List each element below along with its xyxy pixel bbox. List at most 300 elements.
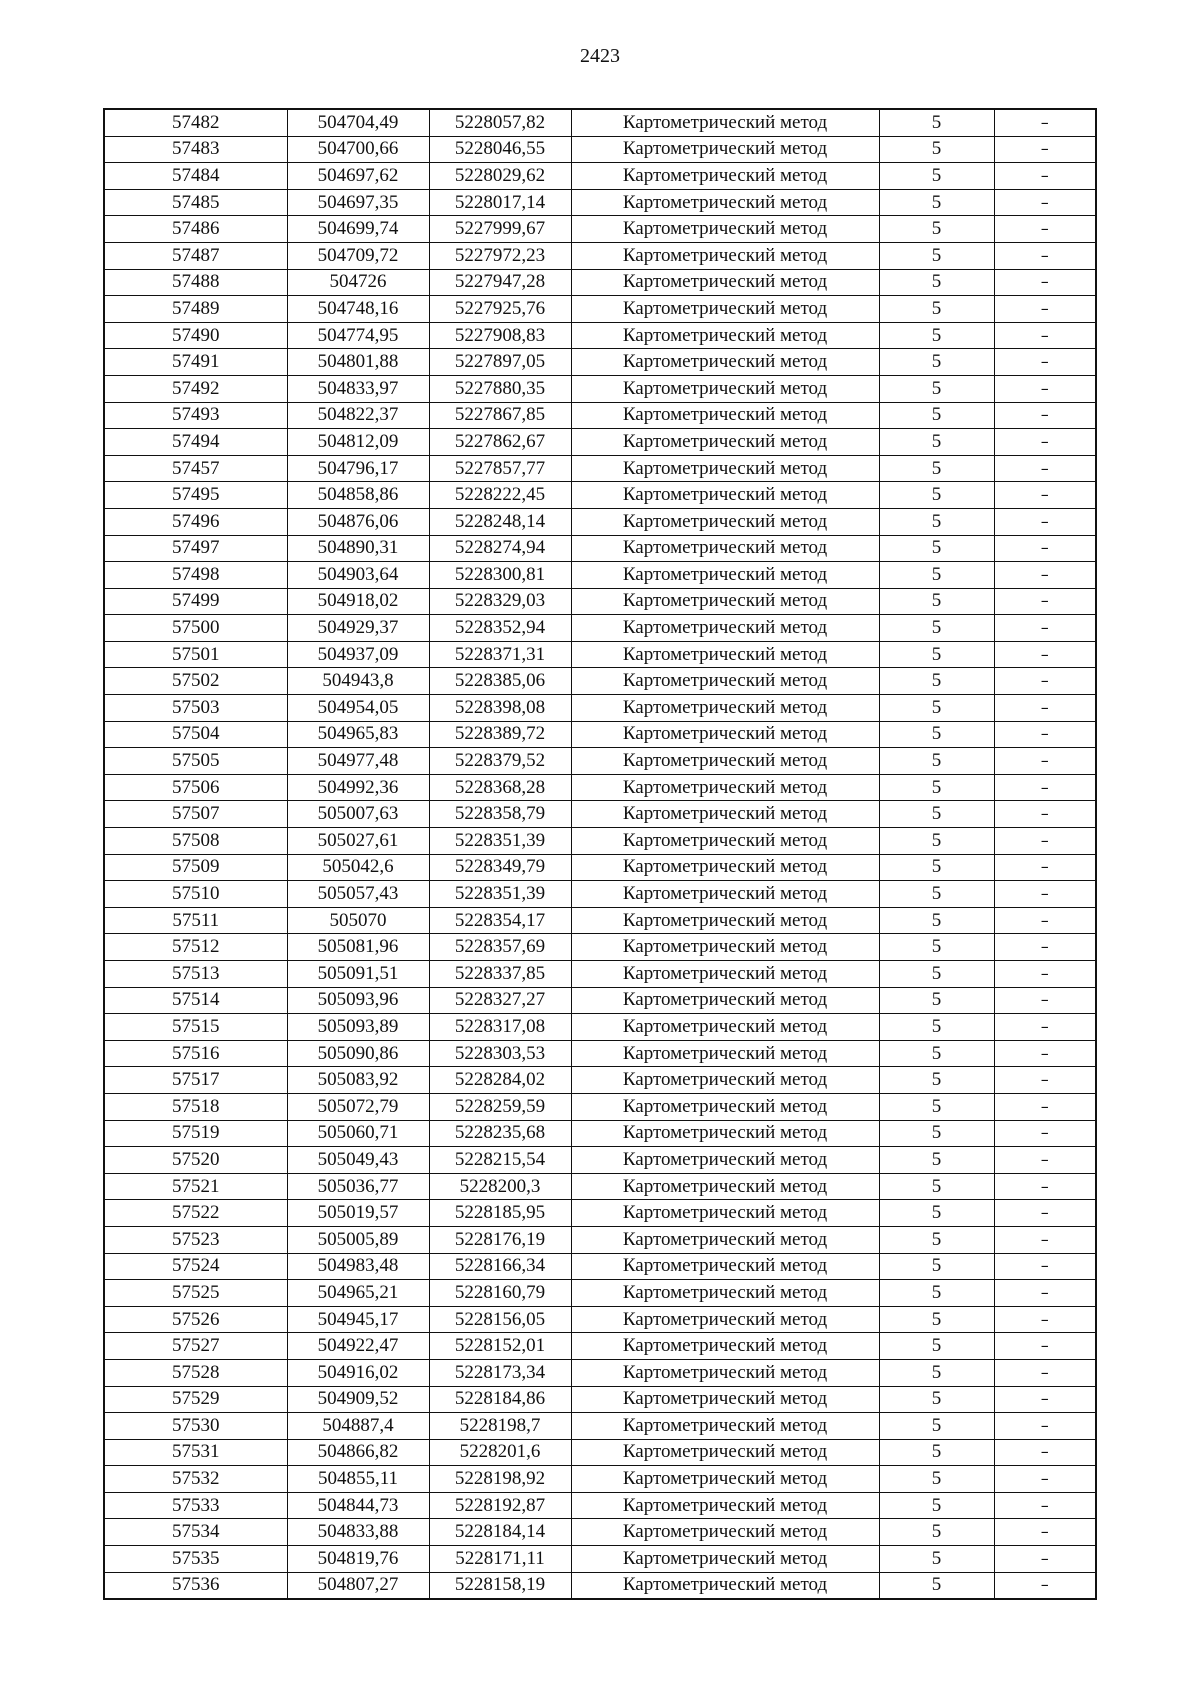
precision-cell: 5 bbox=[879, 1226, 994, 1253]
table-row bbox=[104, 322, 1096, 349]
note-cell: – bbox=[994, 1333, 1096, 1360]
precision-cell: 5 bbox=[879, 1280, 994, 1307]
method-cell: Картометрический метод bbox=[571, 1333, 879, 1360]
x-coordinate-cell: 504801,88 bbox=[287, 349, 429, 376]
y-coordinate-cell: 5228198,7 bbox=[429, 1413, 571, 1440]
y-coordinate-cell: 5227862,67 bbox=[429, 429, 571, 456]
table-row bbox=[104, 296, 1096, 323]
point-number-cell: 57483 bbox=[104, 136, 287, 163]
x-coordinate-cell: 504796,17 bbox=[287, 455, 429, 482]
point-number-cell: 57501 bbox=[104, 641, 287, 668]
y-coordinate-cell: 5228379,52 bbox=[429, 748, 571, 775]
table-row bbox=[104, 535, 1096, 562]
point-number-cell: 57500 bbox=[104, 615, 287, 642]
precision-cell: 5 bbox=[879, 1386, 994, 1413]
method-cell: Картометрический метод bbox=[571, 1519, 879, 1546]
precision-cell: 5 bbox=[879, 1014, 994, 1041]
x-coordinate-cell: 504929,37 bbox=[287, 615, 429, 642]
y-coordinate-cell: 5228198,92 bbox=[429, 1466, 571, 1493]
y-coordinate-cell: 5228235,68 bbox=[429, 1120, 571, 1147]
precision-cell: 5 bbox=[879, 1492, 994, 1519]
x-coordinate-cell: 504977,48 bbox=[287, 748, 429, 775]
note-cell: – bbox=[994, 1413, 1096, 1440]
y-coordinate-cell: 5228337,85 bbox=[429, 961, 571, 988]
method-cell: Картометрический метод bbox=[571, 1306, 879, 1333]
point-number-cell: 57520 bbox=[104, 1147, 287, 1174]
table-row bbox=[104, 1572, 1096, 1599]
y-coordinate-cell: 5228284,02 bbox=[429, 1067, 571, 1094]
point-number-cell: 57515 bbox=[104, 1014, 287, 1041]
method-cell: Картометрический метод bbox=[571, 1439, 879, 1466]
note-cell: – bbox=[994, 535, 1096, 562]
table-row bbox=[104, 163, 1096, 190]
note-cell: – bbox=[994, 242, 1096, 269]
x-coordinate-cell: 505042,6 bbox=[287, 854, 429, 881]
point-number-cell: 57534 bbox=[104, 1519, 287, 1546]
point-number-cell: 57511 bbox=[104, 907, 287, 934]
note-cell: – bbox=[994, 881, 1096, 908]
point-number-cell: 57536 bbox=[104, 1572, 287, 1599]
method-cell: Картометрический метод bbox=[571, 402, 879, 429]
point-number-cell: 57505 bbox=[104, 748, 287, 775]
table-row bbox=[104, 907, 1096, 934]
method-cell: Картометрический метод bbox=[571, 1492, 879, 1519]
y-coordinate-cell: 5228389,72 bbox=[429, 721, 571, 748]
y-coordinate-cell: 5228184,14 bbox=[429, 1519, 571, 1546]
method-cell: Картометрический метод bbox=[571, 1359, 879, 1386]
precision-cell: 5 bbox=[879, 322, 994, 349]
precision-cell: 5 bbox=[879, 269, 994, 296]
x-coordinate-cell: 504909,52 bbox=[287, 1386, 429, 1413]
point-number-cell: 57533 bbox=[104, 1492, 287, 1519]
y-coordinate-cell: 5228017,14 bbox=[429, 189, 571, 216]
note-cell: – bbox=[994, 1280, 1096, 1307]
x-coordinate-cell: 504807,27 bbox=[287, 1572, 429, 1599]
table-row bbox=[104, 216, 1096, 243]
note-cell: – bbox=[994, 429, 1096, 456]
precision-cell: 5 bbox=[879, 296, 994, 323]
method-cell: Картометрический метод bbox=[571, 721, 879, 748]
note-cell: – bbox=[994, 1546, 1096, 1573]
x-coordinate-cell: 505036,77 bbox=[287, 1173, 429, 1200]
y-coordinate-cell: 5227867,85 bbox=[429, 402, 571, 429]
point-number-cell: 57529 bbox=[104, 1386, 287, 1413]
method-cell: Картометрический метод bbox=[571, 588, 879, 615]
point-number-cell: 57488 bbox=[104, 269, 287, 296]
y-coordinate-cell: 5228349,79 bbox=[429, 854, 571, 881]
method-cell: Картометрический метод bbox=[571, 455, 879, 482]
note-cell: – bbox=[994, 1147, 1096, 1174]
note-cell: – bbox=[994, 1040, 1096, 1067]
method-cell: Картометрический метод bbox=[571, 668, 879, 695]
x-coordinate-cell: 504922,47 bbox=[287, 1333, 429, 1360]
table-row bbox=[104, 1386, 1096, 1413]
note-cell: – bbox=[994, 1173, 1096, 1200]
x-coordinate-cell: 504965,83 bbox=[287, 721, 429, 748]
table-row bbox=[104, 109, 1096, 136]
table-row bbox=[104, 934, 1096, 961]
point-number-cell: 57518 bbox=[104, 1093, 287, 1120]
note-cell: – bbox=[994, 1200, 1096, 1227]
method-cell: Картометрический метод bbox=[571, 828, 879, 855]
note-cell: – bbox=[994, 1492, 1096, 1519]
point-number-cell: 57491 bbox=[104, 349, 287, 376]
point-number-cell: 57523 bbox=[104, 1226, 287, 1253]
x-coordinate-cell: 504945,17 bbox=[287, 1306, 429, 1333]
table-row bbox=[104, 1226, 1096, 1253]
method-cell: Картометрический метод bbox=[571, 1572, 879, 1599]
table-row bbox=[104, 961, 1096, 988]
x-coordinate-cell: 504992,36 bbox=[287, 774, 429, 801]
precision-cell: 5 bbox=[879, 641, 994, 668]
point-number-cell: 57489 bbox=[104, 296, 287, 323]
table-row bbox=[104, 668, 1096, 695]
x-coordinate-cell: 504943,8 bbox=[287, 668, 429, 695]
precision-cell: 5 bbox=[879, 1067, 994, 1094]
precision-cell: 5 bbox=[879, 429, 994, 456]
table-row bbox=[104, 136, 1096, 163]
note-cell: – bbox=[994, 961, 1096, 988]
table-row bbox=[104, 1439, 1096, 1466]
method-cell: Картометрический метод bbox=[571, 1147, 879, 1174]
table-row bbox=[104, 429, 1096, 456]
method-cell: Картометрический метод bbox=[571, 1067, 879, 1094]
method-cell: Картометрический метод bbox=[571, 934, 879, 961]
y-coordinate-cell: 5228398,08 bbox=[429, 695, 571, 722]
precision-cell: 5 bbox=[879, 375, 994, 402]
note-cell: – bbox=[994, 216, 1096, 243]
note-cell: – bbox=[994, 615, 1096, 642]
y-coordinate-cell: 5228351,39 bbox=[429, 828, 571, 855]
table-row bbox=[104, 1546, 1096, 1573]
note-cell: – bbox=[994, 136, 1096, 163]
precision-cell: 5 bbox=[879, 1546, 994, 1573]
y-coordinate-cell: 5228327,27 bbox=[429, 987, 571, 1014]
precision-cell: 5 bbox=[879, 1040, 994, 1067]
method-cell: Картометрический метод bbox=[571, 163, 879, 190]
x-coordinate-cell: 504890,31 bbox=[287, 535, 429, 562]
table-row bbox=[104, 189, 1096, 216]
x-coordinate-cell: 505081,96 bbox=[287, 934, 429, 961]
x-coordinate-cell: 505027,61 bbox=[287, 828, 429, 855]
point-number-cell: 57512 bbox=[104, 934, 287, 961]
table-row bbox=[104, 1333, 1096, 1360]
point-number-cell: 57482 bbox=[104, 109, 287, 136]
precision-cell: 5 bbox=[879, 1572, 994, 1599]
x-coordinate-cell: 505091,51 bbox=[287, 961, 429, 988]
point-number-cell: 57526 bbox=[104, 1306, 287, 1333]
x-coordinate-cell: 505093,96 bbox=[287, 987, 429, 1014]
note-cell: – bbox=[994, 109, 1096, 136]
note-cell: – bbox=[994, 296, 1096, 323]
table-row bbox=[104, 1359, 1096, 1386]
x-coordinate-cell: 504709,72 bbox=[287, 242, 429, 269]
precision-cell: 5 bbox=[879, 508, 994, 535]
y-coordinate-cell: 5228354,17 bbox=[429, 907, 571, 934]
y-coordinate-cell: 5227880,35 bbox=[429, 375, 571, 402]
note-cell: – bbox=[994, 588, 1096, 615]
method-cell: Картометрический метод bbox=[571, 322, 879, 349]
precision-cell: 5 bbox=[879, 562, 994, 589]
y-coordinate-cell: 5228158,19 bbox=[429, 1572, 571, 1599]
method-cell: Картометрический метод bbox=[571, 1120, 879, 1147]
method-cell: Картометрический метод bbox=[571, 641, 879, 668]
table-row bbox=[104, 828, 1096, 855]
table-row bbox=[104, 748, 1096, 775]
precision-cell: 5 bbox=[879, 189, 994, 216]
x-coordinate-cell: 504697,35 bbox=[287, 189, 429, 216]
table-row bbox=[104, 854, 1096, 881]
point-number-cell: 57527 bbox=[104, 1333, 287, 1360]
point-number-cell: 57532 bbox=[104, 1466, 287, 1493]
method-cell: Картометрический метод bbox=[571, 987, 879, 1014]
point-number-cell: 57528 bbox=[104, 1359, 287, 1386]
note-cell: – bbox=[994, 774, 1096, 801]
x-coordinate-cell: 504858,86 bbox=[287, 482, 429, 509]
note-cell: – bbox=[994, 1572, 1096, 1599]
point-number-cell: 57531 bbox=[104, 1439, 287, 1466]
note-cell: – bbox=[994, 695, 1096, 722]
point-number-cell: 57503 bbox=[104, 695, 287, 722]
precision-cell: 5 bbox=[879, 1359, 994, 1386]
precision-cell: 5 bbox=[879, 1519, 994, 1546]
x-coordinate-cell: 504748,16 bbox=[287, 296, 429, 323]
point-number-cell: 57510 bbox=[104, 881, 287, 908]
table-row bbox=[104, 1014, 1096, 1041]
table-row bbox=[104, 987, 1096, 1014]
table-row bbox=[104, 1040, 1096, 1067]
x-coordinate-cell: 504937,09 bbox=[287, 641, 429, 668]
method-cell: Картометрический метод bbox=[571, 615, 879, 642]
method-cell: Картометрический метод bbox=[571, 109, 879, 136]
note-cell: – bbox=[994, 1120, 1096, 1147]
y-coordinate-cell: 5228215,54 bbox=[429, 1147, 571, 1174]
table-row bbox=[104, 801, 1096, 828]
note-cell: – bbox=[994, 1439, 1096, 1466]
note-cell: – bbox=[994, 1093, 1096, 1120]
note-cell: – bbox=[994, 562, 1096, 589]
precision-cell: 5 bbox=[879, 1253, 994, 1280]
note-cell: – bbox=[994, 907, 1096, 934]
x-coordinate-cell: 504855,11 bbox=[287, 1466, 429, 1493]
x-coordinate-cell: 504887,4 bbox=[287, 1413, 429, 1440]
note-cell: – bbox=[994, 1466, 1096, 1493]
precision-cell: 5 bbox=[879, 961, 994, 988]
point-number-cell: 57485 bbox=[104, 189, 287, 216]
precision-cell: 5 bbox=[879, 109, 994, 136]
x-coordinate-cell: 504965,21 bbox=[287, 1280, 429, 1307]
point-number-cell: 57495 bbox=[104, 482, 287, 509]
point-number-cell: 57513 bbox=[104, 961, 287, 988]
table-row bbox=[104, 1306, 1096, 1333]
note-cell: – bbox=[994, 1386, 1096, 1413]
table-row bbox=[104, 1147, 1096, 1174]
precision-cell: 5 bbox=[879, 801, 994, 828]
point-number-cell: 57508 bbox=[104, 828, 287, 855]
table-row bbox=[104, 482, 1096, 509]
method-cell: Картометрический метод bbox=[571, 1093, 879, 1120]
precision-cell: 5 bbox=[879, 774, 994, 801]
precision-cell: 5 bbox=[879, 1093, 994, 1120]
method-cell: Картометрический метод bbox=[571, 296, 879, 323]
point-number-cell: 57507 bbox=[104, 801, 287, 828]
method-cell: Картометрический метод bbox=[571, 216, 879, 243]
method-cell: Картометрический метод bbox=[571, 429, 879, 456]
note-cell: – bbox=[994, 987, 1096, 1014]
point-number-cell: 57525 bbox=[104, 1280, 287, 1307]
y-coordinate-cell: 5227999,67 bbox=[429, 216, 571, 243]
precision-cell: 5 bbox=[879, 402, 994, 429]
method-cell: Картометрический метод bbox=[571, 375, 879, 402]
y-coordinate-cell: 5228368,28 bbox=[429, 774, 571, 801]
precision-cell: 5 bbox=[879, 881, 994, 908]
point-number-cell: 57502 bbox=[104, 668, 287, 695]
method-cell: Картометрический метод bbox=[571, 1466, 879, 1493]
note-cell: – bbox=[994, 721, 1096, 748]
precision-cell: 5 bbox=[879, 216, 994, 243]
y-coordinate-cell: 5228357,69 bbox=[429, 934, 571, 961]
x-coordinate-cell: 504726 bbox=[287, 269, 429, 296]
point-number-cell: 57492 bbox=[104, 375, 287, 402]
x-coordinate-cell: 504774,95 bbox=[287, 322, 429, 349]
point-number-cell: 57486 bbox=[104, 216, 287, 243]
note-cell: – bbox=[994, 375, 1096, 402]
method-cell: Картометрический метод bbox=[571, 269, 879, 296]
table-row bbox=[104, 508, 1096, 535]
table-row bbox=[104, 349, 1096, 376]
y-coordinate-cell: 5228248,14 bbox=[429, 508, 571, 535]
y-coordinate-cell: 5228222,45 bbox=[429, 482, 571, 509]
y-coordinate-cell: 5228192,87 bbox=[429, 1492, 571, 1519]
precision-cell: 5 bbox=[879, 136, 994, 163]
method-cell: Картометрический метод bbox=[571, 242, 879, 269]
y-coordinate-cell: 5227908,83 bbox=[429, 322, 571, 349]
point-number-cell: 57509 bbox=[104, 854, 287, 881]
x-coordinate-cell: 505070 bbox=[287, 907, 429, 934]
y-coordinate-cell: 5227925,76 bbox=[429, 296, 571, 323]
point-number-cell: 57496 bbox=[104, 508, 287, 535]
precision-cell: 5 bbox=[879, 455, 994, 482]
precision-cell: 5 bbox=[879, 242, 994, 269]
x-coordinate-cell: 504903,64 bbox=[287, 562, 429, 589]
method-cell: Картометрический метод bbox=[571, 801, 879, 828]
x-coordinate-cell: 504819,76 bbox=[287, 1546, 429, 1573]
table-row bbox=[104, 269, 1096, 296]
x-coordinate-cell: 505090,86 bbox=[287, 1040, 429, 1067]
point-number-cell: 57516 bbox=[104, 1040, 287, 1067]
y-coordinate-cell: 5228358,79 bbox=[429, 801, 571, 828]
precision-cell: 5 bbox=[879, 748, 994, 775]
method-cell: Картометрический метод bbox=[571, 854, 879, 881]
x-coordinate-cell: 504954,05 bbox=[287, 695, 429, 722]
point-number-cell: 57487 bbox=[104, 242, 287, 269]
x-coordinate-cell: 504697,62 bbox=[287, 163, 429, 190]
point-number-cell: 57504 bbox=[104, 721, 287, 748]
point-number-cell: 57498 bbox=[104, 562, 287, 589]
table-row bbox=[104, 1067, 1096, 1094]
y-coordinate-cell: 5228156,05 bbox=[429, 1306, 571, 1333]
y-coordinate-cell: 5228201,6 bbox=[429, 1439, 571, 1466]
table-row bbox=[104, 1120, 1096, 1147]
x-coordinate-cell: 504704,49 bbox=[287, 109, 429, 136]
y-coordinate-cell: 5228171,11 bbox=[429, 1546, 571, 1573]
method-cell: Картометрический метод bbox=[571, 748, 879, 775]
x-coordinate-cell: 505005,89 bbox=[287, 1226, 429, 1253]
method-cell: Картометрический метод bbox=[571, 1253, 879, 1280]
precision-cell: 5 bbox=[879, 349, 994, 376]
table-row bbox=[104, 375, 1096, 402]
x-coordinate-cell: 504866,82 bbox=[287, 1439, 429, 1466]
y-coordinate-cell: 5228173,34 bbox=[429, 1359, 571, 1386]
note-cell: – bbox=[994, 1226, 1096, 1253]
note-cell: – bbox=[994, 1014, 1096, 1041]
x-coordinate-cell: 504812,09 bbox=[287, 429, 429, 456]
note-cell: – bbox=[994, 269, 1096, 296]
y-coordinate-cell: 5228200,3 bbox=[429, 1173, 571, 1200]
table-row bbox=[104, 1253, 1096, 1280]
precision-cell: 5 bbox=[879, 1200, 994, 1227]
x-coordinate-cell: 504833,97 bbox=[287, 375, 429, 402]
method-cell: Картометрический метод bbox=[571, 1546, 879, 1573]
point-number-cell: 57521 bbox=[104, 1173, 287, 1200]
y-coordinate-cell: 5228352,94 bbox=[429, 615, 571, 642]
note-cell: – bbox=[994, 1359, 1096, 1386]
table-row bbox=[104, 1519, 1096, 1546]
method-cell: Картометрический метод bbox=[571, 535, 879, 562]
precision-cell: 5 bbox=[879, 1147, 994, 1174]
y-coordinate-cell: 5227972,23 bbox=[429, 242, 571, 269]
y-coordinate-cell: 5228371,31 bbox=[429, 641, 571, 668]
table-row bbox=[104, 1280, 1096, 1307]
note-cell: – bbox=[994, 189, 1096, 216]
precision-cell: 5 bbox=[879, 615, 994, 642]
precision-cell: 5 bbox=[879, 1173, 994, 1200]
precision-cell: 5 bbox=[879, 1333, 994, 1360]
table-row bbox=[104, 242, 1096, 269]
point-number-cell: 57522 bbox=[104, 1200, 287, 1227]
precision-cell: 5 bbox=[879, 828, 994, 855]
table-row bbox=[104, 588, 1096, 615]
precision-cell: 5 bbox=[879, 1306, 994, 1333]
table-row bbox=[104, 615, 1096, 642]
point-number-cell: 57499 bbox=[104, 588, 287, 615]
point-number-cell: 57514 bbox=[104, 987, 287, 1014]
precision-cell: 5 bbox=[879, 721, 994, 748]
note-cell: – bbox=[994, 322, 1096, 349]
table-row bbox=[104, 774, 1096, 801]
method-cell: Картометрический метод bbox=[571, 774, 879, 801]
point-number-cell: 57493 bbox=[104, 402, 287, 429]
y-coordinate-cell: 5227897,05 bbox=[429, 349, 571, 376]
method-cell: Картометрический метод bbox=[571, 1280, 879, 1307]
y-coordinate-cell: 5228259,59 bbox=[429, 1093, 571, 1120]
note-cell: – bbox=[994, 482, 1096, 509]
point-number-cell: 57517 bbox=[104, 1067, 287, 1094]
table-row bbox=[104, 562, 1096, 589]
precision-cell: 5 bbox=[879, 535, 994, 562]
method-cell: Картометрический метод bbox=[571, 907, 879, 934]
note-cell: – bbox=[994, 1253, 1096, 1280]
point-number-cell: 57457 bbox=[104, 455, 287, 482]
precision-cell: 5 bbox=[879, 987, 994, 1014]
y-coordinate-cell: 5227857,77 bbox=[429, 455, 571, 482]
y-coordinate-cell: 5228274,94 bbox=[429, 535, 571, 562]
method-cell: Картометрический метод bbox=[571, 1200, 879, 1227]
note-cell: – bbox=[994, 508, 1096, 535]
precision-cell: 5 bbox=[879, 163, 994, 190]
note-cell: – bbox=[994, 349, 1096, 376]
x-coordinate-cell: 504833,88 bbox=[287, 1519, 429, 1546]
